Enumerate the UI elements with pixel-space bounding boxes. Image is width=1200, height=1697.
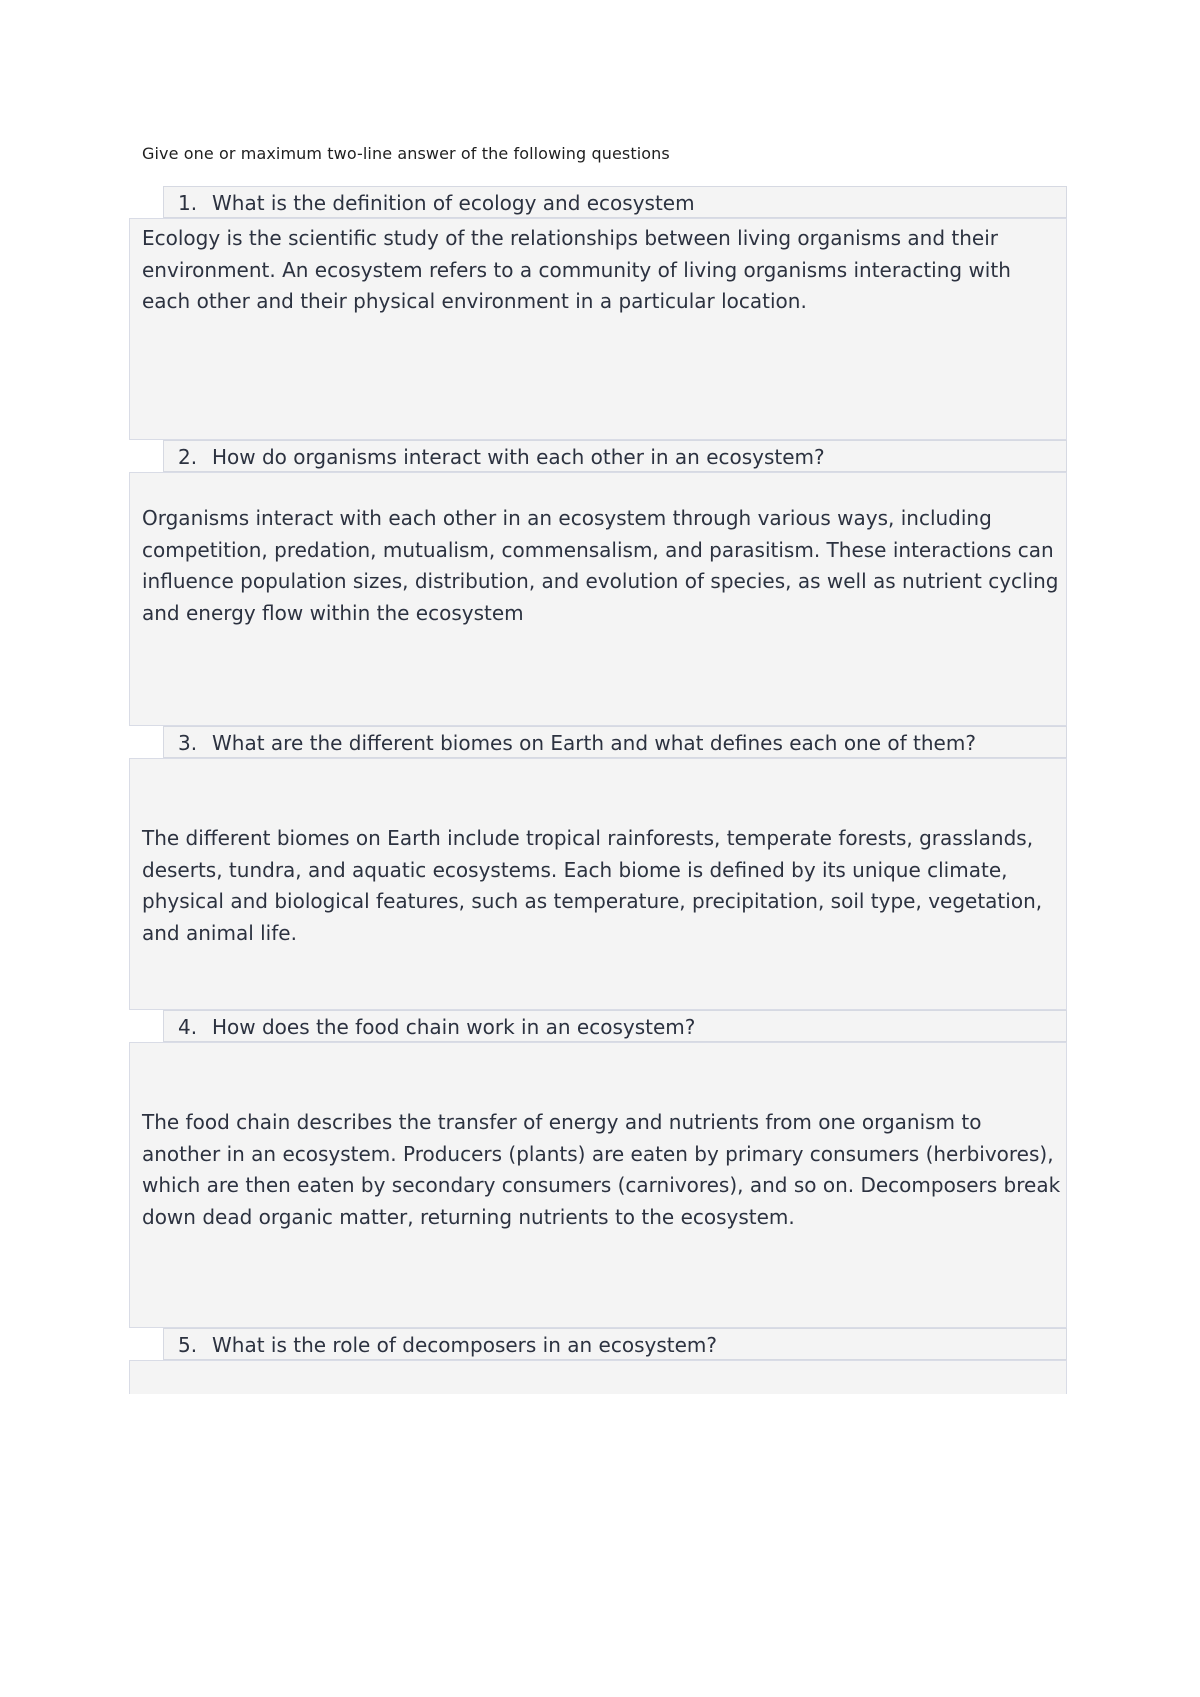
question-2-number: 2. <box>178 445 198 469</box>
question-4-number: 4. <box>178 1015 198 1039</box>
question-1-bar <box>163 186 1067 218</box>
answer-1-text: Ecology is the scientific study of the relationships between living organisms and their environment. An ecosystem refers to a community of living organisms interacting with each other and their physical environment in a particular location. <box>142 226 1011 313</box>
question-3-text: What are the different biomes on Earth and what defines each one of them? <box>212 731 976 755</box>
answer-5-box[interactable] <box>129 1360 1067 1394</box>
answer-4-text: The food chain describes the transfer of energy and nutrients from one organism to another in an ecosystem. Producers (plants) are eaten by primary consumers (herbivores), which are then eaten by secondary consumers (carnivores), and so on. Decomposers break down dead organic matter, returning nutrients to the ecosystem. <box>142 1110 1061 1229</box>
question-3-number: 3. <box>178 731 198 755</box>
instruction-text: Give one or maximum two-line answer of the following questions <box>142 144 670 163</box>
answer-1-box[interactable] <box>129 218 1067 440</box>
question-2-bar <box>163 440 1067 472</box>
question-3-bar <box>163 726 1067 758</box>
answer-2-box[interactable] <box>129 472 1067 726</box>
question-4-bar <box>163 1010 1067 1042</box>
question-2-text: How do organisms interact with each other in an ecosystem? <box>212 445 825 469</box>
answer-4-box[interactable] <box>129 1042 1067 1328</box>
question-5-bar <box>163 1328 1067 1360</box>
question-5-text: What is the role of decomposers in an ecosystem? <box>212 1333 717 1357</box>
answer-2-text: Organisms interact with each other in an ecosystem through various ways, including competition, predation, mutualism, commensalism, and parasitism. These interactions can influence population sizes, distribution, and evolution of species, as well as nutrient cycling and energy flow within the ecosystem <box>142 506 1059 625</box>
question-1-text: What is the definition of ecology and ecosystem <box>212 191 695 215</box>
question-1-number: 1. <box>178 191 198 215</box>
answer-3-text: The different biomes on Earth include tropical rainforests, temperate forests, grasslands, deserts, tundra, and aquatic ecosystems. Each biome is defined by its unique climate, physical and biological features, such as temperature, precipitation, soil type, vegetation, and animal life. <box>142 826 1043 945</box>
answer-3-box[interactable] <box>129 758 1067 1010</box>
question-5-number: 5. <box>178 1333 198 1357</box>
question-4-text: How does the food chain work in an ecosystem? <box>212 1015 696 1039</box>
